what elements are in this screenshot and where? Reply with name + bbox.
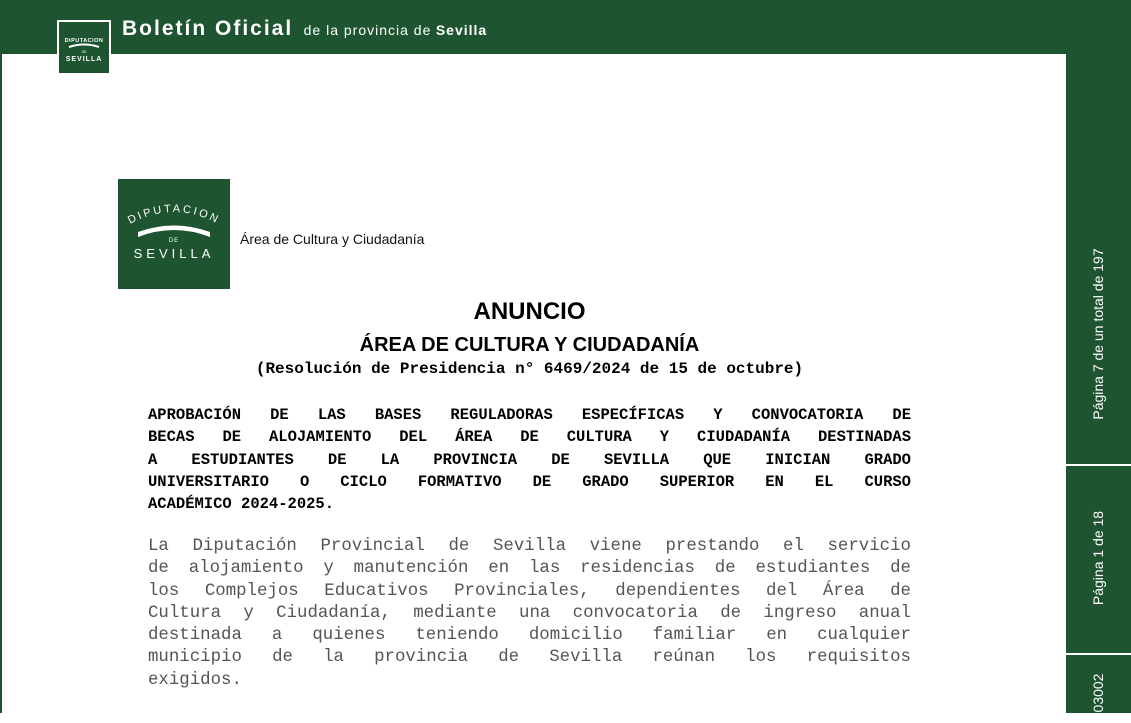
document-logo-line3: SEVILLA bbox=[133, 246, 215, 261]
page-total-label: Página 7 de un total de 197 bbox=[1090, 248, 1106, 420]
boletin-title-main: Boletín Oficial bbox=[122, 17, 294, 40]
boletin-title-province: Sevilla bbox=[435, 22, 488, 38]
heading-line: ACADÉMICO 2024-2025. bbox=[148, 495, 335, 514]
announcement-subtitle: ÁREA DE CULTURA Y CIUDADANÍA bbox=[359, 334, 700, 356]
diputacion-logo-icon bbox=[118, 179, 230, 289]
document-logo-line2: DE bbox=[168, 238, 180, 244]
announcement-title: ANUNCIO bbox=[473, 298, 586, 325]
body-line: exigidos. bbox=[148, 670, 242, 690]
left-border bbox=[0, 54, 2, 713]
boletin-title bbox=[122, 17, 487, 41]
boletin-title-sub: de la provincia de bbox=[303, 22, 432, 38]
body-line: los Complejos Educativos Provinciales, dependientes del Área de bbox=[148, 581, 911, 601]
header-logo-line3: SEVILLA bbox=[65, 56, 103, 63]
body-line: destinada a quienes teniendo domicilio familiar en cualquier bbox=[148, 626, 911, 646]
sidebar-divider bbox=[1066, 653, 1131, 655]
body-paragraph bbox=[148, 536, 911, 692]
heading-line: UNIVERSITARIO O CICLO FORMATIVO DE GRADO SUPERIOR EN EL CURSO bbox=[148, 472, 911, 491]
document-logo-line1: DIPUTACION bbox=[126, 202, 222, 227]
body-line: Cultura y Ciudadanía, mediante una convocatoria de ingreso anual bbox=[148, 603, 911, 623]
header-logo-line1: DIPUTACION bbox=[64, 38, 104, 44]
header-logo-line2: DE bbox=[81, 50, 87, 54]
diputacion-seal-icon bbox=[59, 22, 109, 73]
announcement-heading bbox=[148, 404, 911, 515]
sidebar-divider bbox=[1066, 464, 1131, 466]
document-logo bbox=[118, 179, 230, 289]
body-line: de alojamiento y manutención en las residencias de estudiantes de bbox=[148, 559, 911, 579]
document-code: 03002 bbox=[1090, 673, 1106, 713]
body-line: La Diputación Provincial de Sevilla viene prestando el servicio bbox=[148, 537, 911, 556]
resolution-reference: (Resolución de Presidencia n° 6469/2024 de 15 de octubre) bbox=[255, 360, 804, 378]
header-logo bbox=[57, 20, 111, 75]
heading-line: A ESTUDIANTES DE LA PROVINCIA DE SEVILLA QUE INICIAN GRADO bbox=[148, 450, 911, 469]
page-doc-label: Página 1 de 18 bbox=[1090, 510, 1106, 606]
svg-text:DIPUTACION bbox=[126, 203, 222, 227]
body-line: municipio de la provincia de Sevilla reúnan los requisitos bbox=[148, 648, 911, 668]
heading-line: BECAS DE ALOJAMIENTO DEL ÁREA DE CULTURA Y CIUDADANÍA DESTINADAS bbox=[148, 428, 911, 447]
heading-line: APROBACIÓN DE LAS BASES REGULADORAS ESPECÍFICAS Y CONVOCATORIA DE bbox=[148, 406, 911, 424]
area-label: Área de Cultura y Ciudadanía bbox=[240, 231, 425, 247]
